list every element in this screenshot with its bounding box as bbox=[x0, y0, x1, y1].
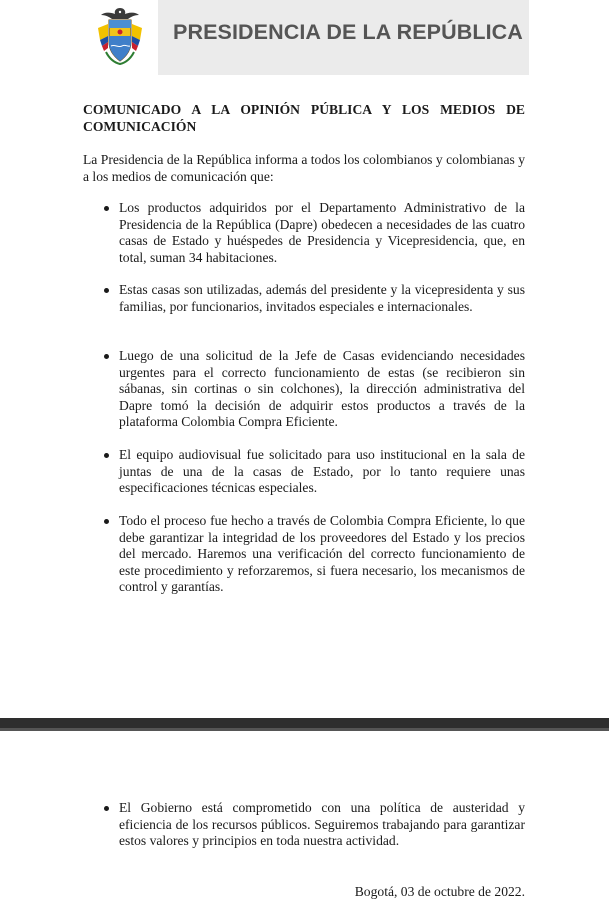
list-item: Todo el proceso fue hecho a través de Colombia Compra Eficiente, lo que debe garantizar la integridad de los proveedores del Estado y los precios del mercado. Haremos una verificación del correcto funcionamiento de este procedimiento y reforzaremos, si fuera necesario, los mecanismos de control y garantías. bbox=[119, 513, 525, 595]
list-item: Los productos adquiridos por el Departamento Administrativo de la Presidencia de la República (Dapre) obedecen a necesidades de las cuatro casas de Estado y huéspedes de Presidencia y Vicepresidencia, que, en total, suman 34 habitaciones. bbox=[119, 200, 525, 265]
title-line-1: COMUNICADO A LA OPINIÓN PÚBLICA Y LOS MEDIOS DE bbox=[83, 102, 525, 117]
intro-paragraph: La Presidencia de la República informa a todos los colombianos y colombianas y a los medios de comunicación que: bbox=[83, 152, 525, 184]
letterhead bbox=[83, 0, 529, 75]
list-item: Estas casas son utilizadas, además del presidente y la vicepresidenta y sus familias, por funcionarios, invitados especiales e internacionales. bbox=[119, 282, 525, 314]
list-item: El equipo audiovisual fue solicitado para uso institucional en la sala de juntas de una de la casas de Estado, por lo tanto requiere unas especificaciones técnicas especiales. bbox=[119, 447, 525, 496]
colombia-coat-of-arms-icon bbox=[94, 6, 146, 66]
list-item: Luego de una solicitud de la Jefe de Casas evidenciando necesidades urgentes para el correcto funcionamiento de estas (se recibieron sin sábanas, sin cortinas o sin colchones), la dirección administrativa del Dapre tomó la decisión de adquirir estos productos a través de la plataforma Colombia Compra Eficiente. bbox=[119, 348, 525, 430]
list-item: El Gobierno está comprometido con una política de austeridad y eficiencia de los recursos públicos. Seguiremos trabajando para garantizar estos valores y principios en toda nuestra actividad. bbox=[119, 800, 525, 849]
page-separator-shadow bbox=[0, 728, 609, 731]
letterhead-title: PRESIDENCIA DE LA REPÚBLICA bbox=[173, 20, 523, 44]
title-line-2: COMUNICACIÓN bbox=[83, 119, 197, 134]
logo-container bbox=[83, 0, 158, 75]
date-signature-line: Bogotá, 03 de octubre de 2022. bbox=[354, 884, 525, 899]
page-title bbox=[83, 101, 525, 135]
